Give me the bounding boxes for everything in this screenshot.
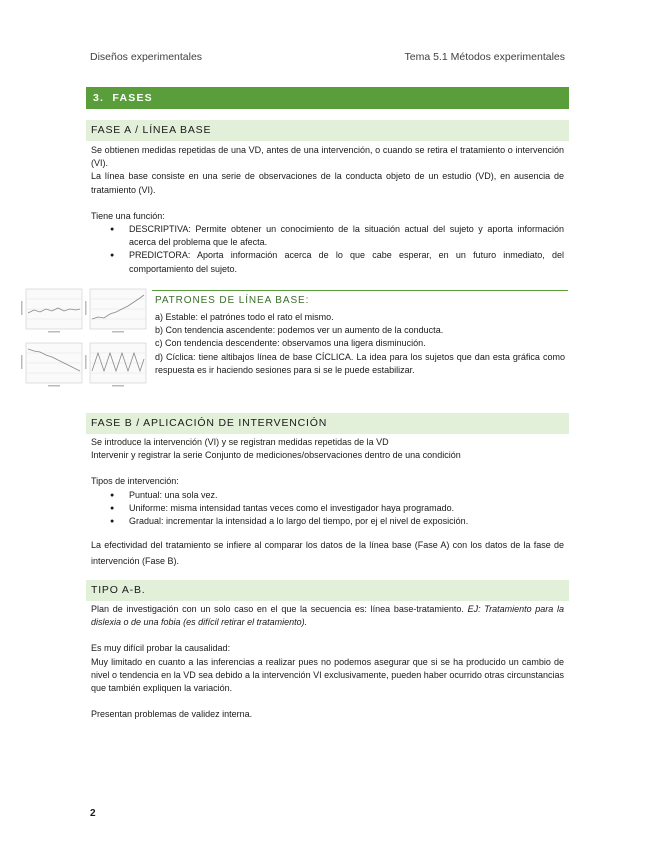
tipo-ab-heading: TIPO A-B. [86, 580, 569, 601]
fase-b-line-2: Intervenir y registrar la serie Conjunto de mediciones/observaciones dentro de una condición [91, 450, 461, 461]
causality-text: Muy limitado en cuanto a las inferencias a realizar pues no podemos asegurar que si se ha producido un cambio de nivel o tendencia en la VD sea debido a la intervención VI exclusivamente, pueden haber ocurrido otras circunstancias que también expliquen la variación. [91, 656, 564, 694]
type-uniforme: ● Uniforme: misma intensidad tantas veces como el investigador haya programado. [91, 502, 564, 515]
fase-b-line-1: Se introduce la intervención (VI) y se registran medidas repetidas de la VD [91, 437, 389, 447]
function-intro: Tiene una función: [91, 210, 165, 221]
fase-a-heading: FASE A / LÍNEA BASE [86, 120, 569, 141]
plan-paragraph [91, 603, 564, 629]
pattern-ascending: b) Con tendencia ascendente: podemos ver un aumento de la conducta. [155, 325, 444, 336]
patrones-list [155, 311, 565, 377]
page-number: 2 [90, 808, 96, 819]
fase-b-body [91, 436, 564, 569]
intervention-types-list [91, 489, 564, 529]
internal-validity-note: Presentan problemas de validez interna. [91, 709, 253, 720]
fase-a-paragraph-2: La línea base consiste en una serie de observaciones de la conducta objeto de un estudio (VD), en ausencia de tratamiento (VI). [91, 171, 564, 195]
tipo-ab-body [91, 603, 564, 721]
pattern-stable: a) Estable: el patrónes todo el rato el mismo. [155, 312, 334, 322]
baseline-patterns-figure [20, 287, 150, 391]
fase-a-paragraph-1: Se obtienen medidas repetidas de una VD, antes de una intervención, o cuando se retira el tratamiento o intervención (VI). [91, 145, 564, 169]
function-item-descriptiva: ● DESCRIPTIVA: Permite obtener un conocimiento de la situación actual del sujeto y aporta información acerca del problema que le afecta. [91, 223, 564, 249]
function-list [91, 223, 564, 276]
patrones-divider [152, 290, 568, 291]
plan-text: Plan de investigación con un solo caso en el que la secuencia es: línea base-tratamiento. [91, 604, 464, 614]
type-puntual: ● Puntual: una sola vez. [91, 489, 564, 502]
section-heading [86, 87, 569, 109]
fase-a-body [91, 144, 564, 276]
fase-b-heading: FASE B / APLICACIÓN DE INTERVENCIÓN [86, 413, 569, 434]
pattern-cyclic: d) Cíclica: tiene altibajos línea de base CÍCLICA. La idea para los sujetos que dan esta gráfica como respuesta es ir haciendo sesiones para si se le puede estabilizar. [155, 351, 565, 375]
pattern-descending: c) Con tendencia descendente: observamos una ligera disminución. [155, 338, 426, 349]
causality-title: Es muy difícil probar la causalidad: [91, 643, 231, 654]
effectiveness-paragraph: La efectividad del tratamiento se infiere al comparar los datos de la línea base (Fase A) con los datos de la fase de intervención (Fase B). [91, 540, 564, 567]
patrones-heading: PATRONES DE LÍNEA BASE: [155, 295, 310, 306]
section-title: FASES [112, 92, 153, 104]
intervention-types-intro: Tipos de intervención: [91, 476, 179, 487]
type-gradual: ● Gradual: incrementar la intensidad a lo largo del tiempo, por ej el nivel de exposición. [91, 515, 564, 528]
header-left: Diseños experimentales [90, 51, 203, 63]
plan-example: EJ: Tratamiento para la dislexia o de una fobia (es difícil retirar el tratamiento). [91, 604, 565, 628]
header-right: Tema 5.1 Métodos experimentales [404, 51, 565, 63]
section-number: 3. [93, 92, 105, 104]
function-item-predictora: ● PREDICTORA: Aporta información acerca de lo que cabe esperar, en un futuro inmediato, del comportamiento del sujeto. [91, 249, 564, 275]
